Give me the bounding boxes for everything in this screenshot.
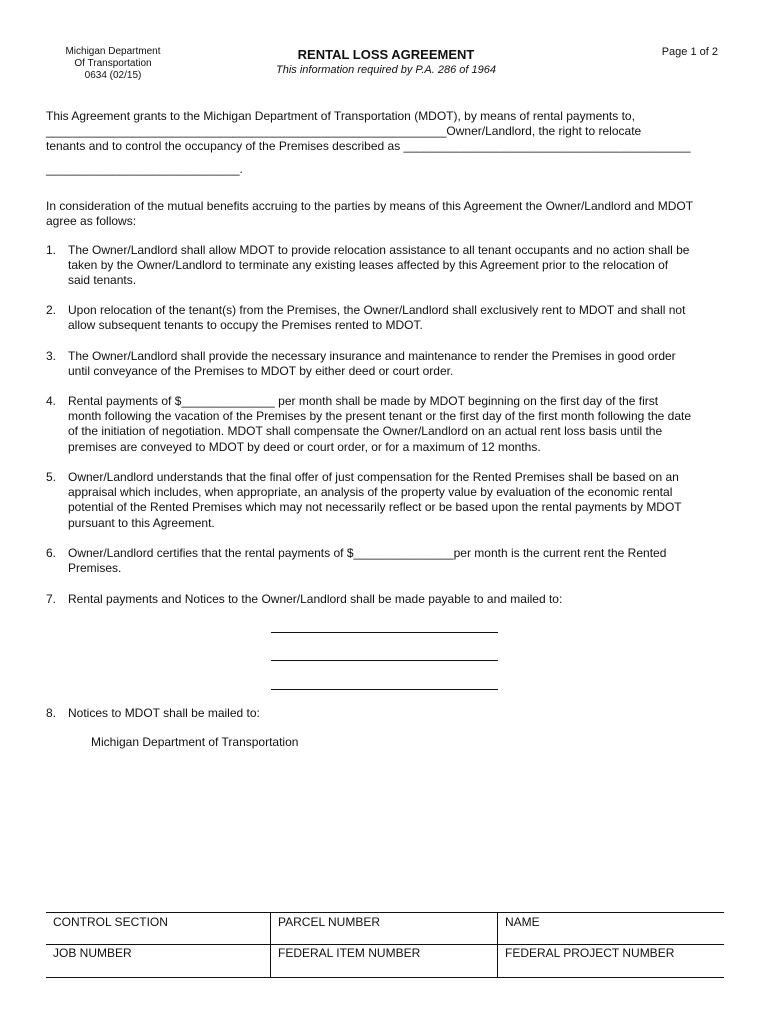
item-line: taken by the Owner/Landlord to terminate any existing leases affected by this Agreement prior to the relocation of	[68, 258, 669, 273]
federal-project-number-label: FEDERAL PROJECT NUMBER	[505, 946, 675, 960]
item-line: Notices to MDOT shall be mailed to:	[68, 706, 260, 720]
item-number: 3.	[46, 349, 57, 363]
owner-address-line-3[interactable]	[271, 689, 498, 690]
item-line: Owner/Landlord certifies that the rental payments of $_______________per month is the current rent the Rented	[68, 546, 667, 560]
parcel-number-label: PARCEL NUMBER	[278, 915, 381, 929]
consideration-line: agree as follows:	[46, 214, 137, 229]
mdot-address-name: Michigan Department of Transportation	[91, 735, 299, 749]
page-subtitle: This information required by P.A. 286 of 1964	[276, 64, 496, 76]
table-row-divider	[46, 944, 724, 945]
consideration-line: In consideration of the mutual benefits accruing to the parties by means of this Agreement the Owner/Landlord and MDOT	[46, 199, 694, 213]
item-number: 4.	[46, 394, 57, 408]
form-number: 0634 (02/15)	[84, 70, 142, 81]
job-number-label: JOB NUMBER	[53, 946, 132, 960]
owner-address-line-1[interactable]	[271, 632, 498, 633]
item-line: Owner/Landlord understands that the final offer of just compensation for the Rented Premises shall be based on an	[68, 470, 679, 484]
intro-line: ____________________________________________________________Owner/Landlord, the right to relocate	[46, 124, 642, 139]
item-number: 7.	[46, 592, 57, 606]
intro-paragraph	[46, 109, 726, 177]
item-number: 6.	[46, 546, 57, 560]
item-line: premises are conveyed to MDOT by deed or court order, or for a maximum of 12 months.	[68, 439, 541, 454]
agency-name-line2: Of Transportation	[74, 58, 152, 69]
item-line: said tenants.	[68, 273, 137, 288]
consideration-paragraph	[46, 199, 726, 229]
item-line: potential of the Rented Premises which may not necessarily reflect or be based upon the rental payments by MDOT	[68, 500, 682, 515]
item-line: The Owner/Landlord shall provide the necessary insurance and maintenance to render the Premises in good order	[68, 349, 676, 363]
item-line: Upon relocation of the tenant(s) from the Premises, the Owner/Landlord shall exclusively rent to MDOT and shall not	[68, 303, 686, 317]
item-line: until conveyance of the Premises to MDOT by either deed or court order.	[68, 364, 454, 379]
intro-line: tenants and to control the occupancy of the Premises described as ___________________________________________	[46, 139, 691, 154]
item-line: of the initiation of negotiation. MDOT shall compensate the Owner/Landlord on an actual rent loss basis until the	[68, 424, 663, 439]
item-line: appraisal which includes, when appropriate, an analysis of the property value by evaluation of the economic rental	[68, 485, 673, 500]
agency-name-line1: Michigan Department	[65, 46, 161, 57]
item-line: Premises.	[68, 561, 122, 576]
item-line: Rental payments of $______________ per month shall be made by MDOT beginning on the first day of the first	[68, 394, 659, 408]
item-line: The Owner/Landlord shall allow MDOT to provide relocation assistance to all tenant occupants and no action shall be	[68, 243, 690, 257]
item-number: 2.	[46, 303, 57, 317]
item-number: 8.	[46, 706, 57, 720]
name-label: NAME	[505, 915, 540, 929]
control-section-label: CONTROL SECTION	[53, 915, 168, 929]
item-line: pursuant to this Agreement.	[68, 515, 215, 530]
table-column-divider	[497, 913, 498, 977]
item-number: 5.	[46, 470, 57, 484]
item-line: month following the vacation of the Premises by the present tenant or the first day of the first month following the date	[68, 409, 692, 424]
control-info-table	[46, 912, 724, 978]
page-title: RENTAL LOSS AGREEMENT	[297, 47, 475, 62]
item-line: Rental payments and Notices to the Owner/Landlord shall be made payable to and mailed to:	[68, 592, 563, 606]
intro-line: _____________________________.	[46, 161, 243, 176]
item-number: 1.	[46, 243, 57, 257]
owner-address-line-2[interactable]	[271, 660, 498, 661]
intro-line: This Agreement grants to the Michigan Department of Transportation (MDOT), by means of rental payments to,	[46, 109, 635, 123]
table-column-divider	[270, 913, 271, 977]
page-number: Page 1 of 2	[661, 46, 718, 58]
agency-block	[52, 46, 174, 82]
item-line: allow subsequent tenants to occupy the Premises rented to MDOT.	[68, 318, 423, 333]
title-block	[255, 47, 517, 77]
federal-item-number-label: FEDERAL ITEM NUMBER	[278, 946, 421, 960]
